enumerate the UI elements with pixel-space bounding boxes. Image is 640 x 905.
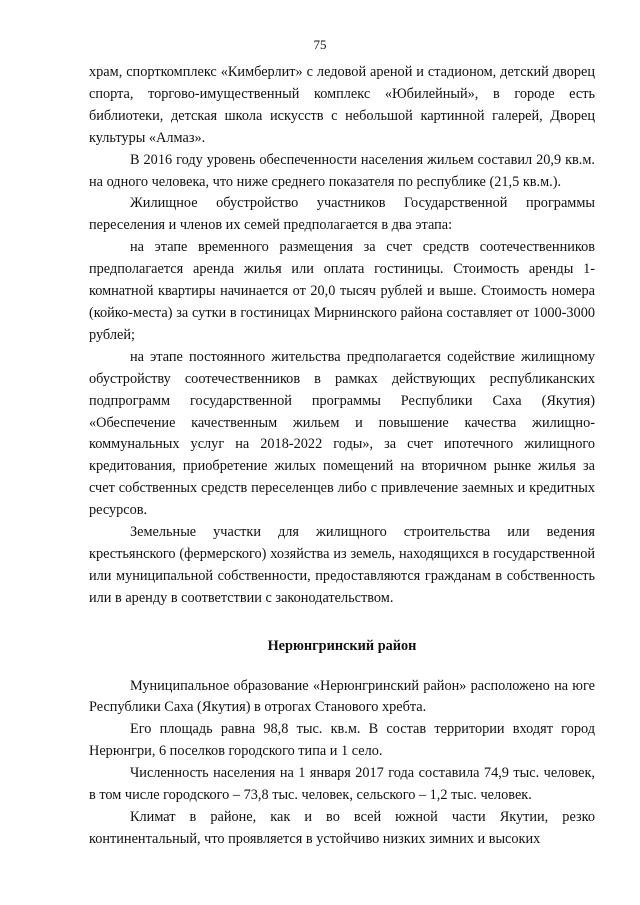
heading-spacer (89, 658, 595, 676)
paragraph-temporary-stage: на этапе временного размещения за счет средств соотечественников предполагается аренда жилья или оплата гостиницы. Стоимость аренды 1-комнатной квартиры начинается от 20,0 тысяч рублей и выше. Стоимость номера (койко-места) за сутки в гостиницах Мирнинского района составляет от 1000-3000 рублей; (89, 239, 595, 343)
paragraph-housing-level: В 2016 году уровень обеспеченности населения жильем составил 20,9 кв.м. на одного человека, что ниже среднего показателя по республике (21,5 кв.м.). (89, 151, 595, 190)
page-number: 75 (313, 37, 327, 52)
section-heading: Нерюнгринский район (267, 637, 417, 654)
paragraph-housing-stages: Жилищное обустройство участников Государственной программы переселения и членов их семей предполагается в два этапа: (89, 195, 595, 234)
paragraph-area: Его площадь равна 98,8 тыс. кв.м. В состав территории входят город Нерюнгри, 6 поселков городского типа и 1 село. (89, 721, 595, 760)
paragraph-location: Муниципальное образование «Нерюнгринский район» расположено на юге Республики Саха (Якутия) в отрогах Станового хребта. (89, 677, 595, 716)
paragraph-land-plots: Земельные участки для жилищного строительства или ведения крестьянского (фермерского) хозяйства из земель, находящихся в государственной или муниципальной собственности, предоставляются гражданам в собственность или в аренду в соответствии с законодательством. (89, 524, 595, 606)
paragraph-climate: Климат в районе, как и во всей южной части Якутии, резко континентальный, что проявляется в устойчиво низких зимних и высоких (89, 809, 595, 847)
document-body (89, 62, 595, 851)
paragraph-population: Численность населения на 1 января 2017 года составила 74,9 тыс. человек, в том числе городского – 73,8 тыс. человек, сельского – 1,2 тыс. человек. (89, 765, 595, 804)
section-spacer (89, 610, 595, 636)
paragraph-permanent-stage: на этапе постоянного жительства предполагается содействие жилищному обустройству соотечественников в рамках действующих республиканских подпрограмм государственной программы Республики Саха (Якутия) «Обеспечение качественным жильем и повышение качества жилищно-коммунальных услуг на 2018-2022 годы», за счет ипотечного жилищного кредитования, приобретение жилых помещений на вторичном рынке жилья за счет собственных средств переселенцев либо с привлечение заемных и кредитных ресурсов. (89, 348, 595, 519)
paragraph-continued: храм, спорткомплекс «Кимберлит» с ледовой ареной и стадионом, детский дворец спорта, торгово-имущественный комплекс «Юбилейный», в городе есть библиотеки, детская школа искусств с небольшой картинной галерей, Дворец культуры «Алмаз». (89, 64, 595, 146)
